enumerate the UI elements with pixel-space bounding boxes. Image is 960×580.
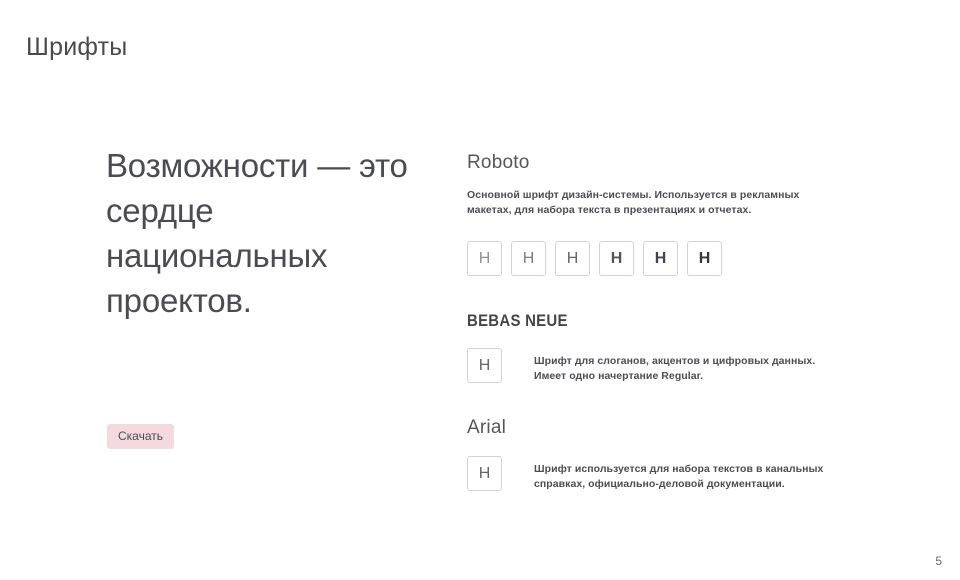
- font-block-arial: [467, 417, 867, 492]
- font-description-roboto: Основной шрифт дизайн-системы. Используется в рекламных макетах, для набора текста в презентациях и отчетах.: [467, 189, 800, 216]
- glyph-sample-medium: Н: [599, 241, 634, 276]
- font-name-bebas-neue: BEBAS NEUE: [467, 311, 568, 330]
- font-name-roboto: Roboto: [467, 152, 530, 173]
- roboto-weight-samples: [467, 241, 867, 276]
- glyph-sample-light: Н: [511, 241, 546, 276]
- headline-text: Возможности — это сердце национальных проектов.: [106, 147, 408, 319]
- font-description-arial: Шрифт используется для набора текстов в канальных справках, официально-деловой документации.: [534, 463, 824, 490]
- glyph-sample-bebas: Н: [467, 348, 502, 383]
- glyph-sample-black: Н: [687, 241, 722, 276]
- font-description-bebas-neue: Шрифт для слоганов, акцентов и цифровых данных. Имеет одно начертание Regular.: [534, 355, 816, 382]
- page-title: Шрифты: [26, 33, 128, 61]
- font-name-arial: Arial: [467, 417, 507, 438]
- glyph-sample-bold: Н: [643, 241, 678, 276]
- font-block-roboto: [467, 152, 867, 276]
- bebas-neue-sample-row: [467, 348, 867, 384]
- glyph-sample-regular: Н: [555, 241, 590, 276]
- glyph-sample-thin: Н: [467, 241, 502, 276]
- arial-sample-row: [467, 456, 867, 492]
- page-number: 5: [935, 554, 942, 568]
- right-column: [467, 152, 867, 492]
- download-button[interactable]: Скачать: [107, 424, 174, 449]
- left-column: [106, 143, 416, 323]
- glyph-sample-arial: Н: [467, 456, 502, 491]
- font-block-bebas-neue: [467, 311, 867, 384]
